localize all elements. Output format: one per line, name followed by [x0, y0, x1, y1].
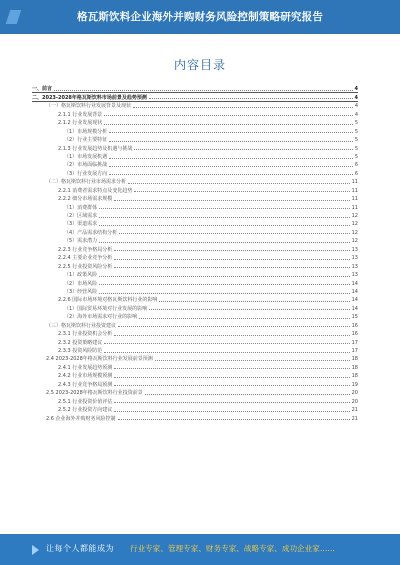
toc-page-number: 5 [354, 128, 358, 135]
toc-entry[interactable] [32, 118, 358, 126]
table-of-contents [32, 84, 358, 422]
header-band [0, 0, 400, 34]
toc-page-number: 12 [351, 238, 358, 245]
footer-band [0, 534, 400, 565]
toc-entry-title: 2.1.2 行业发展现状 [58, 120, 103, 127]
toc-dot-leader [99, 225, 349, 226]
toc-page-number: 13 [351, 246, 358, 253]
toc-entry[interactable] [32, 270, 358, 278]
toc-entry-title: 2.5.2 行业投资方向建议 [58, 407, 113, 414]
toc-page-number: 17 [351, 339, 358, 346]
toc-entry[interactable] [32, 371, 358, 379]
toc-dot-leader [149, 98, 353, 99]
toc-page-number: 18 [351, 364, 358, 371]
toc-page-number: 5 [354, 145, 358, 152]
toc-entry[interactable] [32, 211, 358, 219]
toc-entry[interactable] [32, 413, 358, 421]
toc-entry-title: （二）格瓦斯饮料行业市场需求分析 [46, 179, 127, 186]
toc-page-number: 20 [351, 398, 358, 405]
toc-entry[interactable] [32, 405, 358, 413]
toc-entry-title: 一、前言 [32, 86, 53, 93]
toc-dot-leader [99, 284, 349, 285]
toc-dot-leader [114, 335, 349, 336]
toc-page-number: 11 [351, 196, 358, 203]
toc-dot-leader [99, 217, 349, 218]
toc-entry-title: （1）消费群体 [64, 204, 98, 211]
toc-dot-leader [119, 233, 349, 234]
toc-dot-leader [109, 141, 353, 142]
toc-entry[interactable] [32, 177, 358, 185]
toc-entry-title: （4）产品需求结构分析 [64, 229, 118, 236]
toc-page-number: 4 [354, 111, 358, 118]
toc-dot-leader [114, 250, 349, 251]
toc-entry-title: （1）政策风险 [64, 272, 98, 279]
toc-dot-leader [99, 242, 349, 243]
toc-entry-title: 2.2.5 行业投资风险分析 [58, 263, 113, 270]
toc-page-number: 21 [351, 407, 358, 414]
toc-entry-title: 2.4.3 行业竞争格局预测 [58, 381, 113, 388]
toc-dot-leader [114, 411, 349, 412]
toc-dot-leader [145, 394, 350, 395]
toc-dot-leader [114, 267, 349, 268]
toc-dot-leader [149, 309, 349, 310]
toc-entry-title: 2.5.1 行业投资价值评估 [58, 398, 113, 405]
toc-page-number: 16 [351, 331, 358, 338]
toc-entry-title: 2.5 2023-2028年格瓦斯饮料行业投资前景 [46, 390, 143, 397]
toc-entry-title: （三）格瓦斯饮料行业投资建议 [46, 322, 117, 329]
toc-entry[interactable] [32, 143, 358, 151]
toc-entry-title: （5）需求潜力 [64, 238, 98, 245]
toc-dot-leader [114, 200, 349, 201]
toc-entry[interactable] [32, 185, 358, 193]
toc-entry[interactable] [32, 92, 358, 100]
triangle-icon [32, 545, 39, 555]
toc-entry-title: （3）行业发展方向 [64, 170, 108, 177]
toc-entry-title: 2.1.3 行业发展趋势及机遇与挑战 [58, 145, 133, 152]
toc-page-number: 5 [354, 120, 358, 127]
toc-entry-title: 2.3.1 行业投资机会分析 [58, 331, 113, 338]
toc-entry-title: （1）国际贸易环境对行业发展的影响 [64, 305, 148, 312]
toc-page-number: 5 [354, 137, 358, 144]
toc-entry[interactable] [32, 236, 358, 244]
toc-page-number: 5 [354, 153, 358, 160]
toc-entry-title: 2.2.2 细分市场需求规模 [58, 196, 113, 203]
toc-entry-title: （2）市场风险 [64, 280, 98, 287]
toc-entry[interactable] [32, 303, 358, 311]
toc-page-number: 11 [351, 179, 358, 186]
toc-entry[interactable] [32, 227, 358, 235]
toc-dot-leader [109, 132, 353, 133]
toc-entry-title: （1）市场发展机遇 [64, 153, 108, 160]
toc-entry[interactable] [32, 152, 358, 160]
toc-entry[interactable] [32, 194, 358, 202]
toc-entry[interactable] [32, 109, 358, 117]
toc-entry[interactable] [32, 126, 358, 134]
toc-entry[interactable] [32, 202, 358, 210]
toc-entry-title: （2）海外市场需求对行业的影响 [64, 314, 138, 321]
toc-page-number: 4 [354, 86, 358, 93]
toc-entry[interactable] [32, 295, 358, 303]
toc-entry-title: （3）渠道需求 [64, 221, 98, 228]
toc-dot-leader [109, 166, 353, 167]
footer-roles: 行业专家、管理专家、财务专家、战略专家、成功企业家…… [130, 544, 336, 553]
toc-entry[interactable] [32, 244, 358, 252]
toc-entry[interactable] [32, 278, 358, 286]
toc-dot-leader [128, 183, 350, 184]
toc-page-number: 12 [351, 213, 358, 219]
toc-page-number: 20 [351, 390, 358, 397]
toc-dot-leader [134, 149, 352, 150]
toc-page-number: 18 [351, 356, 358, 363]
toc-dot-leader [104, 115, 353, 116]
toc-entry[interactable] [32, 312, 358, 320]
report-title: 格瓦斯饮料企业海外并购财务风险控制策略研究报告 [76, 11, 324, 23]
toc-dot-leader [155, 360, 350, 361]
toc-page-number: 4 [354, 94, 358, 101]
toc-entry-title: 2.3.2 投资策略建议 [58, 339, 103, 346]
toc-page-number: 16 [351, 322, 358, 329]
toc-entry-title: （3）经营风险 [64, 288, 98, 295]
toc-page-number: 13 [351, 263, 358, 270]
toc-entry[interactable] [32, 362, 358, 370]
toc-entry[interactable] [32, 160, 358, 168]
toc-dot-leader [109, 174, 353, 175]
toc-entry[interactable] [32, 320, 358, 328]
toc-page-number: 4 [354, 103, 358, 110]
toc-dot-leader [114, 385, 349, 386]
toc-page-number: 14 [351, 280, 358, 287]
toc-entry[interactable] [32, 135, 358, 143]
toc-entry[interactable] [32, 101, 358, 109]
toc-entry-title: （一）格瓦斯饮料行业发展背景及现状 [46, 103, 132, 110]
toc-dot-leader [134, 191, 349, 192]
toc-entry[interactable] [32, 379, 358, 387]
toc-entry[interactable] [32, 329, 358, 337]
toc-entry[interactable] [32, 253, 358, 261]
toc-entry-title: 2.2.4 主要企业竞争分析 [58, 255, 113, 262]
toc-page-number: 12 [351, 229, 358, 236]
toc-entry-title: （1）市场规模分析 [64, 128, 108, 135]
toc-entry[interactable] [32, 261, 358, 269]
toc-page-number: 6 [354, 170, 358, 177]
toc-page-number: 15 [351, 314, 358, 321]
toc-entry[interactable] [32, 168, 358, 176]
toc-dot-leader [99, 208, 349, 209]
toc-entry[interactable] [32, 219, 358, 227]
toc-entry[interactable] [32, 396, 358, 404]
toc-dot-leader [114, 377, 349, 378]
toc-entry-title: （2）市场面临挑战 [64, 162, 108, 169]
toc-page-number: 13 [351, 272, 358, 279]
toc-page-number: 11 [351, 187, 358, 194]
toc-dot-leader [139, 318, 349, 319]
toc-entry[interactable] [32, 84, 358, 92]
toc-entry[interactable] [32, 337, 358, 345]
toc-dot-leader [114, 259, 349, 260]
toc-dot-leader [118, 326, 350, 327]
toc-entry[interactable] [32, 388, 358, 396]
toc-page-number: 19 [351, 381, 358, 388]
toc-dot-leader [104, 124, 353, 125]
toc-entry[interactable] [32, 354, 358, 362]
toc-entry-title: （2）区域需求 [64, 213, 98, 219]
toc-page-number: 6 [354, 162, 358, 169]
toc-entry[interactable] [32, 346, 358, 354]
toc-entry-title: 2.6 企业海外并购财务风险控制 [46, 415, 116, 422]
toc-page-number: 13 [351, 255, 358, 262]
toc-dot-leader [114, 368, 349, 369]
toc-dot-leader [104, 352, 349, 353]
toc-entry-title: 2.2.3 行业竞争格局分析 [58, 246, 113, 253]
toc-page-number: 17 [351, 348, 358, 354]
toc-entry-title: 2.4 2023-2028年格瓦斯饮料行业发展前景预测 [46, 356, 153, 363]
toc-entry-title: 2.2.6 国际市场环境对格瓦斯饮料行业的影响 [58, 297, 158, 304]
toc-entry-title: 2.2.1 消费者需求特点及变化趋势 [58, 187, 133, 194]
toc-dot-leader [99, 276, 349, 277]
toc-entry-title: 2.4.2 行业市场规模预测 [58, 373, 113, 380]
toc-dot-leader [118, 419, 350, 420]
toc-page-number: 12 [351, 221, 358, 228]
toc-dot-leader [104, 343, 349, 344]
toc-page-number: 14 [351, 297, 358, 304]
toc-entry[interactable] [32, 287, 358, 295]
toc-page-number: 14 [351, 305, 358, 312]
toc-dot-leader [54, 90, 353, 91]
toc-entry-title: 二、2023-2028年格瓦斯饮料市场前景及趋势预测 [32, 94, 147, 101]
toc-page-number: 11 [351, 204, 358, 211]
toc-entry-title: 2.4.1 行业发展趋势预测 [58, 364, 113, 371]
toc-entry-title: 2.3.3 投资风险防范 [58, 348, 103, 354]
toc-dot-leader [99, 293, 349, 294]
footer-slogan: 让每个人都能成为 [46, 544, 114, 553]
toc-entry-title: 2.1.1 行业发展背景 [58, 111, 103, 118]
toc-page-number: 18 [351, 373, 358, 380]
toc-dot-leader [109, 158, 353, 159]
toc-dot-leader [133, 107, 353, 108]
toc-page-number: 21 [351, 415, 358, 422]
toc-page-number: 14 [351, 288, 358, 295]
toc-dot-leader [159, 301, 349, 302]
toc-heading: 内容目录 [173, 58, 226, 72]
toc-dot-leader [114, 402, 349, 403]
toc-entry-title: （2）行业主要特征 [64, 137, 108, 144]
